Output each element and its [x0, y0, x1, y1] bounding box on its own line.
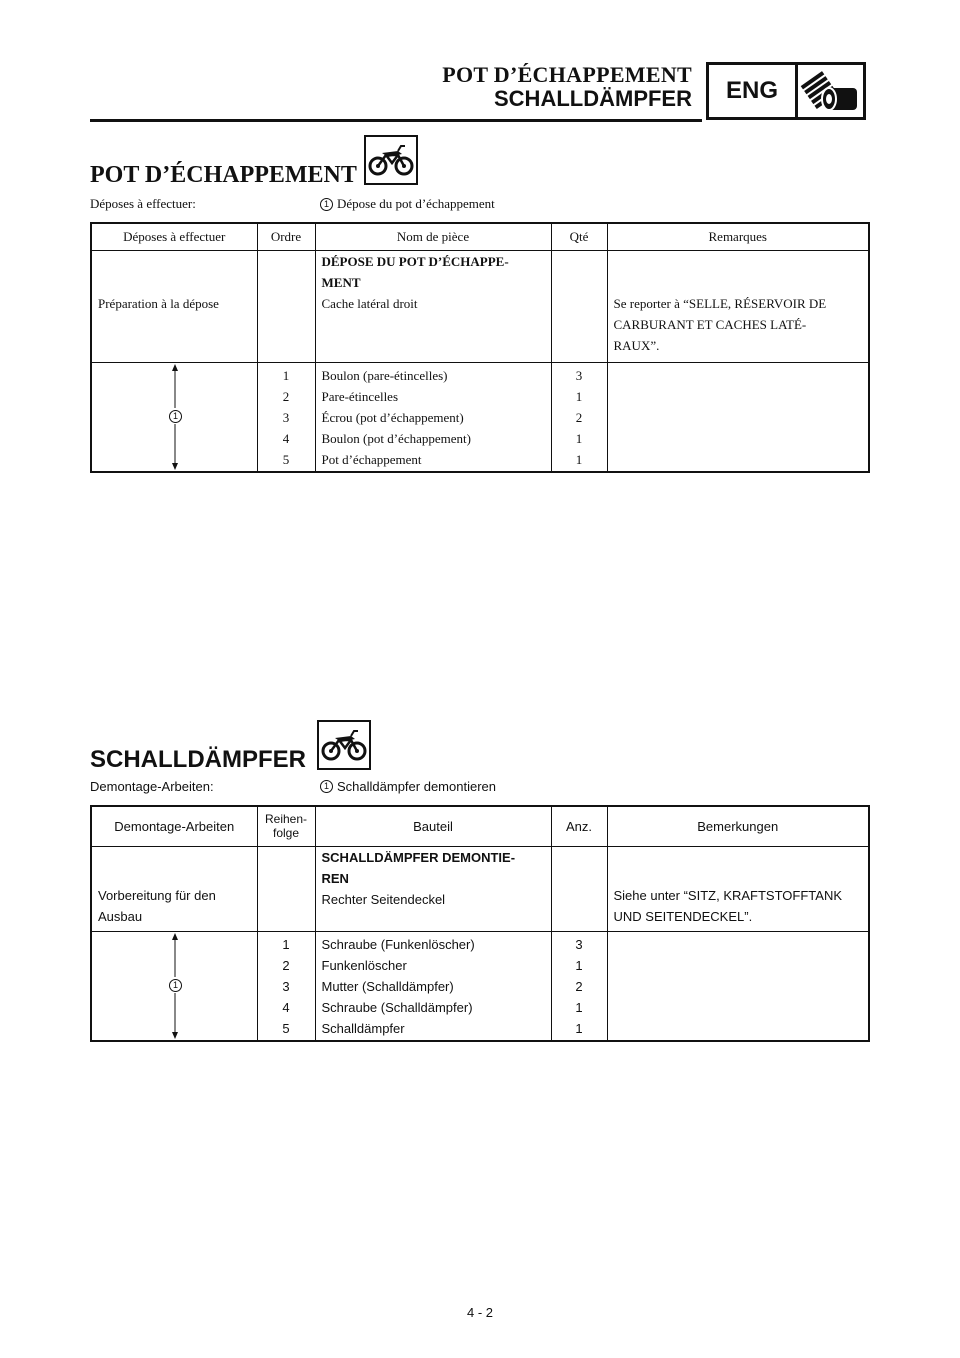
section-heading: MENT [321, 275, 361, 290]
parts-table-de [90, 805, 870, 1042]
part-name-cell: Pare-étincelles [321, 389, 399, 404]
qty-cell: 3 [575, 936, 583, 952]
sequence-arrow [91, 363, 257, 473]
section-heading: DÉPOSE DU POT D’ÉCHAPPE- [321, 254, 509, 269]
order-cell: 1 [282, 368, 290, 383]
order-cell: 4 [282, 999, 290, 1015]
qty-cell: 2 [575, 410, 583, 425]
prep-label: Ausbau [98, 908, 143, 924]
prep-remark: CARBURANT ET CACHES LATÉ- [613, 317, 807, 332]
qty-cell: 1 [575, 431, 583, 446]
callout-number: 1 [320, 198, 333, 211]
col-header: Bemerkungen [607, 806, 869, 846]
callout-number: 1 [320, 780, 333, 793]
engine-gear-icon [798, 65, 863, 117]
prep-remark: Se reporter à “SELLE, RÉSERVOIR DE [613, 296, 827, 311]
part-name-cell: Boulon (pot d’échappement) [321, 431, 471, 446]
removal-text-de: Schalldämpfer demontieren [337, 779, 496, 794]
col-header: Reihen- [264, 812, 308, 827]
qty-cell: 1 [575, 389, 583, 404]
prep-row [91, 251, 869, 363]
col-header: Remarques [607, 223, 869, 251]
qty-cell: 2 [575, 978, 583, 994]
order-cell: 3 [282, 410, 290, 425]
qty-cell: 1 [575, 452, 583, 467]
removal-item-fr [320, 196, 495, 212]
section-title-de: SCHALLDÄMPFER [90, 746, 306, 773]
parts-table-fr [90, 222, 870, 473]
callout-number: 1 [169, 410, 182, 423]
col-header: Anz. [551, 806, 607, 846]
prep-remark: Siehe unter “SITZ, KRAFTSTOFFTANK [613, 887, 843, 903]
order-cell: 2 [282, 957, 290, 973]
qty-cell: 3 [575, 368, 583, 383]
removal-label-de: Demontage-Arbeiten: [90, 779, 214, 794]
motorcycle-icon [317, 720, 371, 770]
col-header: Déposes à effectuer [91, 223, 257, 251]
order-cell: 5 [282, 452, 290, 467]
prep-label: Préparation à la dépose [98, 296, 219, 311]
qty-cell: 1 [575, 957, 583, 973]
page-number: 4 - 2 [466, 1305, 493, 1320]
header-title-de: SCHALLDÄMPFER [494, 86, 692, 111]
prep-remark: RAUX”. [613, 338, 660, 353]
part-name-cell: Mutter (Schalldämpfer) [321, 978, 454, 994]
part-name-cell: Schalldämpfer [321, 1020, 405, 1036]
eng-badge [706, 62, 866, 120]
part-name-cell: Pot d’échappement [321, 452, 422, 467]
prep-part: Rechter Seitendeckel [321, 891, 446, 907]
sequence-arrow [91, 931, 257, 1041]
eng-badge-label: ENG [709, 65, 798, 117]
section-heading: SCHALLDÄMPFER DEMONTIE- [321, 849, 516, 865]
part-name-cell: Funkenlöscher [321, 957, 407, 973]
table-row-group [91, 931, 869, 1041]
callout-number: 1 [169, 979, 182, 992]
col-header: Qté [551, 223, 607, 251]
col-header: folge [272, 826, 300, 841]
part-name-cell: Boulon (pare-étincelles) [321, 368, 448, 383]
header-rule [90, 119, 702, 122]
part-name-cell: Schraube (Funkenlöscher) [321, 936, 475, 952]
order-cell: 5 [282, 1020, 290, 1036]
order-cell: 1 [282, 936, 290, 952]
col-header: Nom de pièce [315, 223, 551, 251]
removal-item-de [320, 779, 496, 794]
section-heading: REN [321, 870, 349, 886]
qty-cell: 1 [575, 1020, 583, 1036]
section-title-fr: POT D’ÉCHAPPEMENT [90, 162, 357, 188]
prep-remark: UND SEITENDECKEL”. [613, 908, 753, 924]
qty-cell: 1 [575, 999, 583, 1015]
col-header: Ordre [257, 223, 315, 251]
prep-label: Vorbereitung für den [98, 887, 216, 903]
prep-row [91, 846, 869, 931]
order-cell: 4 [282, 431, 290, 446]
motorcycle-icon [364, 135, 418, 185]
prep-part: Cache latéral droit [321, 296, 418, 311]
removal-text-fr: Dépose du pot d’échappement [337, 196, 495, 211]
order-cell: 3 [282, 978, 290, 994]
part-name-cell: Écrou (pot d’échappement) [321, 410, 464, 425]
header-title-fr: POT D’ÉCHAPPEMENT [442, 62, 692, 87]
part-name-cell: Schraube (Schalldämpfer) [321, 999, 473, 1015]
col-header: Bauteil [315, 806, 551, 846]
col-header: Demontage-Arbeiten [91, 806, 257, 846]
table-row-group [91, 363, 869, 473]
order-cell: 2 [282, 389, 290, 404]
col-header-order [257, 806, 315, 846]
removal-label-fr: Déposes à effectuer: [90, 196, 196, 211]
